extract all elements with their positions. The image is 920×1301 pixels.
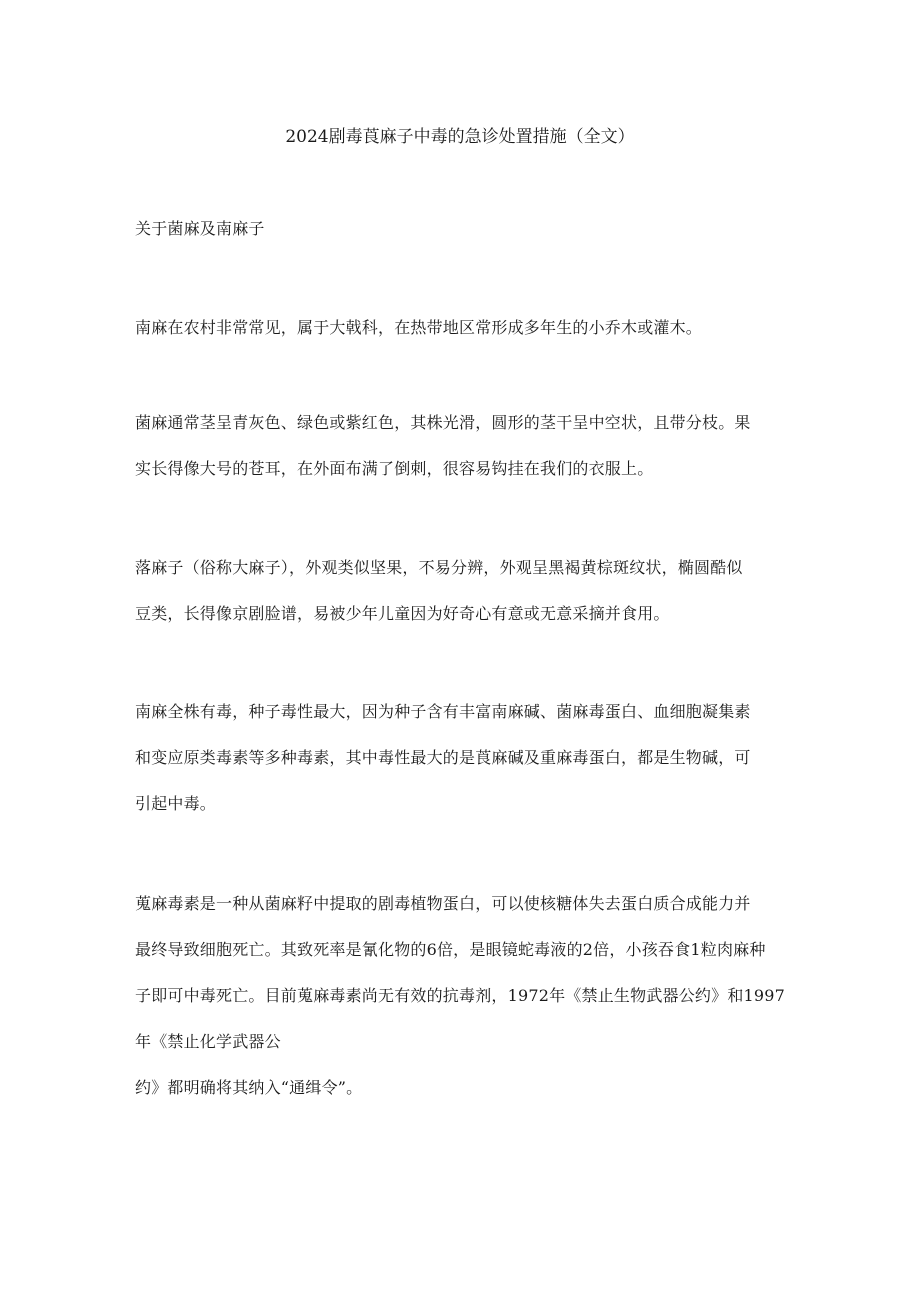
paragraph-line: 约》都明确将其纳入“通缉令”。 <box>135 1078 363 1097</box>
paragraph-line: 豆类，长得像京剧脸谱，易被少年儿童因为好奇心有意或无意采摘并食用。 <box>135 604 670 623</box>
paragraph-2 <box>135 412 795 504</box>
section-heading <box>135 218 795 264</box>
paragraph-3 <box>135 557 795 649</box>
paragraph-1 <box>135 317 795 363</box>
paragraph-5 <box>135 893 795 1123</box>
heading-line: 关于菌麻及南麻子 <box>135 219 265 238</box>
paragraph-line: 引起中毒。 <box>135 794 217 813</box>
paragraph-line: 菌麻通常茎呈青灰色、绿色或紫红色，其株光滑，圆形的茎干呈中空状，且带分枝。果 <box>135 413 751 432</box>
paragraph-line: 蒐麻毒素是一种从菌麻籽中提取的剧毒植物蛋白，可以使核糖体失去蛋白质合成能力并 <box>135 894 751 913</box>
paragraph-4 <box>135 701 795 839</box>
document-title: 2024剧毒莨麻子中毒的急诊处置措施（全文） <box>285 127 635 147</box>
paragraph-line: 和变应原类毒素等多种毒素，其中毒性最大的是莨麻碱及重麻毒蛋白，都是生物碱，可 <box>135 748 751 767</box>
paragraph-line: 南麻在农村非常常见，属于大戟科，在热带地区常形成多年生的小乔木或灌木。 <box>135 318 703 337</box>
paragraph-line: 南麻全株有毒，种子毒性最大，因为种子含有丰富南麻碱、菌麻毒蛋白、血细胞凝集素 <box>135 702 751 721</box>
paragraph-line: 年《禁止化学武器公 <box>135 1032 281 1051</box>
paragraph-line: 实长得像大号的苍耳，在外面布满了倒刺，很容易钩挂在我们的衣服上。 <box>135 459 654 478</box>
paragraph-line: 落麻子（俗称大麻子），外观类似坚果，不易分辨，外观呈黑褐黄棕斑纹状，椭圆酷似 <box>135 558 743 577</box>
paragraph-line: 最终导致细胞死亡。其致死率是氰化物的6倍，是眼镜蛇毒液的2倍，小孩吞食1粒肉麻种 <box>135 940 766 959</box>
paragraph-line: 子即可中毒死亡。目前蒐麻毒素尚无有效的抗毒剂，1972年《禁止生物武器公约》和1997 <box>135 986 786 1005</box>
